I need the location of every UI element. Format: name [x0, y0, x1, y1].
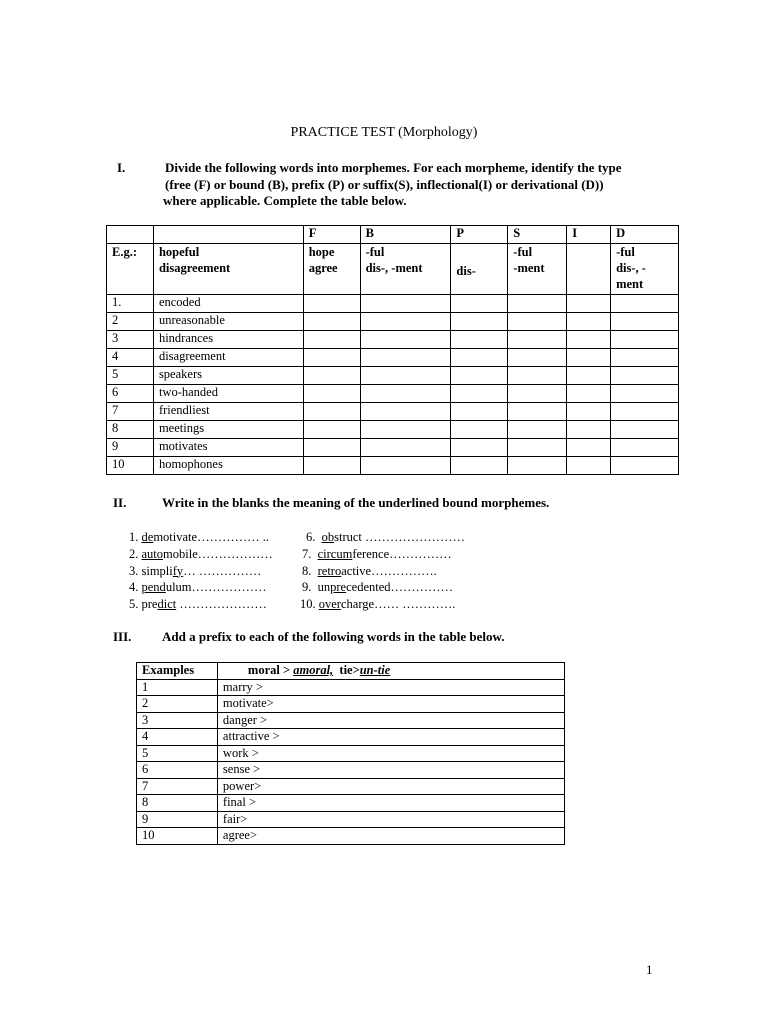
- row-number: 5: [107, 367, 154, 385]
- row-word[interactable]: power>: [217, 778, 564, 795]
- item-number: 4.: [129, 580, 139, 595]
- morpheme-table-header: [107, 226, 679, 244]
- row-number: 9: [107, 439, 154, 457]
- answer-cell[interactable]: [567, 439, 611, 457]
- answer-cell[interactable]: [303, 457, 360, 475]
- answer-blank[interactable]: ………………: [197, 546, 273, 561]
- answer-cell[interactable]: [611, 457, 679, 475]
- row-number: 6: [137, 762, 218, 779]
- row-number: 2: [107, 313, 154, 331]
- example-bound-2: dis-, -ment: [365, 261, 423, 275]
- table-row: [107, 367, 679, 385]
- answer-cell[interactable]: [451, 403, 508, 421]
- answer-cell[interactable]: [303, 439, 360, 457]
- word-part: cedented: [346, 580, 391, 595]
- answer-cell[interactable]: [611, 439, 679, 457]
- row-number: 1.: [107, 295, 154, 313]
- row-number: 2: [137, 696, 218, 713]
- row-word[interactable]: attractive >: [217, 729, 564, 746]
- underlined-morpheme: retro: [317, 563, 342, 578]
- meaning-item: [300, 563, 465, 580]
- row-number: 7: [107, 403, 154, 421]
- row-word: encoded: [153, 295, 303, 313]
- table-row: [137, 729, 565, 746]
- answer-blank[interactable]: …………….: [371, 563, 437, 578]
- example-derivational-3: ment: [616, 277, 644, 291]
- answer-cell[interactable]: [508, 349, 567, 367]
- row-word: disagreement: [153, 349, 303, 367]
- example-bound: [360, 244, 451, 295]
- underlined-morpheme: fy: [172, 563, 184, 578]
- meaning-item: [300, 579, 465, 596]
- answer-cell[interactable]: [303, 331, 360, 349]
- answer-cell[interactable]: [360, 385, 451, 403]
- answer-cell[interactable]: [303, 313, 360, 331]
- answer-cell[interactable]: [508, 403, 567, 421]
- row-word[interactable]: final >: [217, 795, 564, 812]
- example-derivational-1: -ful: [616, 245, 635, 259]
- answer-cell[interactable]: [303, 403, 360, 421]
- example-derivational-2: dis-, -: [616, 261, 646, 275]
- row-number: 3: [137, 712, 218, 729]
- answer-cell[interactable]: [360, 421, 451, 439]
- underlined-morpheme: circum: [317, 546, 353, 561]
- answer-cell[interactable]: [567, 421, 611, 439]
- section-2-instruction: Write in the blanks the meaning of the underlined bound morphemes.: [162, 495, 550, 510]
- answer-blank[interactable]: ……………………: [361, 530, 466, 544]
- header-example-text: [217, 663, 564, 680]
- underlined-morpheme: auto: [141, 546, 164, 561]
- answer-cell[interactable]: [451, 367, 508, 385]
- answer-cell[interactable]: [567, 367, 611, 385]
- answer-cell[interactable]: [360, 349, 451, 367]
- table-row: [137, 811, 565, 828]
- answer-cell[interactable]: [508, 313, 567, 331]
- answer-cell[interactable]: [508, 331, 567, 349]
- underlined-morpheme: pend: [141, 580, 166, 595]
- meaning-item: [129, 546, 273, 563]
- answer-cell[interactable]: [451, 331, 508, 349]
- example-result: amoral,: [293, 663, 334, 677]
- word-part: simpli: [141, 563, 173, 578]
- example-words: [153, 244, 303, 295]
- meaning-item: [129, 579, 273, 596]
- meaning-item: [129, 563, 273, 580]
- answer-blank[interactable]: …… ………….: [374, 597, 456, 612]
- section-3-number: III.: [113, 629, 132, 644]
- answer-cell[interactable]: [508, 457, 567, 475]
- row-number: 7: [137, 778, 218, 795]
- header-cell: [153, 226, 303, 244]
- answer-cell[interactable]: [360, 367, 451, 385]
- example-base: tie>: [339, 663, 360, 677]
- prefix-table: [136, 662, 565, 845]
- row-number: 6: [107, 385, 154, 403]
- answer-cell[interactable]: [451, 349, 508, 367]
- answer-blank[interactable]: … ……………: [183, 563, 262, 578]
- answer-cell[interactable]: [567, 349, 611, 367]
- section-1-instruction-line2: (free (F) or bound (B), prefix (P) or suffix(S), inflectional(I) or derivational (D)): [165, 176, 604, 192]
- meaning-item: [300, 546, 465, 563]
- answer-blank[interactable]: ………………: [191, 580, 267, 595]
- answer-cell[interactable]: [508, 421, 567, 439]
- row-number: 1: [137, 679, 218, 696]
- answer-cell[interactable]: [360, 457, 451, 475]
- answer-cell[interactable]: [567, 295, 611, 313]
- table-row: [137, 778, 565, 795]
- table-row: [137, 696, 565, 713]
- answer-cell[interactable]: [451, 457, 508, 475]
- row-number: 8: [107, 421, 154, 439]
- answer-cell[interactable]: [508, 295, 567, 313]
- meanings-right-column: [300, 529, 465, 613]
- table-row: [107, 313, 679, 331]
- row-number: 4: [137, 729, 218, 746]
- meaning-item: [300, 529, 465, 546]
- header-prefix: P: [451, 226, 508, 244]
- item-number: 1.: [129, 530, 139, 544]
- section-3-instruction: Add a prefix to each of the following words in the table below.: [162, 629, 505, 644]
- row-word[interactable]: sense >: [217, 762, 564, 779]
- item-number: 6.: [306, 530, 316, 544]
- word-part: charge: [340, 597, 375, 612]
- row-number: 8: [137, 795, 218, 812]
- meaning-item: [300, 596, 465, 613]
- answer-cell[interactable]: [508, 367, 567, 385]
- answer-blank[interactable]: ……………: [390, 580, 454, 595]
- word-part: ference: [352, 546, 390, 561]
- row-number: 10: [107, 457, 154, 475]
- row-number: 3: [107, 331, 154, 349]
- answer-cell[interactable]: [611, 313, 679, 331]
- item-number: 7.: [302, 546, 312, 561]
- example-prefix: [451, 244, 508, 295]
- answer-cell[interactable]: [567, 313, 611, 331]
- answer-blank[interactable]: …………………: [176, 597, 267, 612]
- table-row: [107, 385, 679, 403]
- section-2-number: II.: [113, 495, 127, 510]
- answer-cell[interactable]: [303, 295, 360, 313]
- table-row: [107, 421, 679, 439]
- row-word[interactable]: danger >: [217, 712, 564, 729]
- header-suffix: S: [508, 226, 567, 244]
- example-inflectional: [567, 244, 611, 295]
- table-row: [137, 762, 565, 779]
- answer-cell[interactable]: [303, 421, 360, 439]
- word-part: active: [341, 563, 372, 578]
- answer-cell[interactable]: [451, 421, 508, 439]
- morpheme-table: [106, 225, 679, 475]
- example-result: un-tie: [359, 663, 391, 677]
- answer-cell[interactable]: [611, 331, 679, 349]
- underlined-morpheme: de: [141, 530, 154, 544]
- page-number: 1: [646, 962, 653, 977]
- example-free-2: agree: [308, 261, 338, 275]
- table-row: [107, 349, 679, 367]
- answer-cell[interactable]: [303, 367, 360, 385]
- word-part: pre: [141, 597, 158, 612]
- example-free-1: hope: [308, 245, 335, 259]
- page-title: PRACTICE TEST (Morphology): [290, 125, 478, 140]
- underlined-morpheme: pre: [330, 580, 347, 595]
- answer-cell[interactable]: [360, 331, 451, 349]
- row-word: friendliest: [153, 403, 303, 421]
- answer-cell[interactable]: [567, 457, 611, 475]
- item-number: 5.: [129, 597, 139, 612]
- table-row: [137, 712, 565, 729]
- word-part: struct: [334, 530, 362, 544]
- row-number: 9: [137, 811, 218, 828]
- example-suffix-1: -ful: [513, 245, 533, 259]
- section-1-instruction: [165, 160, 622, 210]
- row-word: speakers: [153, 367, 303, 385]
- row-number: 5: [137, 745, 218, 762]
- row-number: 10: [137, 828, 218, 845]
- example-row: [107, 244, 679, 295]
- row-word[interactable]: motivate>: [217, 696, 564, 713]
- answer-cell[interactable]: [567, 331, 611, 349]
- prefix-table-header: [137, 663, 565, 680]
- answer-cell[interactable]: [611, 403, 679, 421]
- example-prefix-1: dis-: [456, 264, 476, 278]
- table-row: [107, 295, 679, 313]
- table-row: [107, 439, 679, 457]
- row-word: unreasonable: [153, 313, 303, 331]
- answer-cell[interactable]: [508, 439, 567, 457]
- answer-blank[interactable]: …………… ..: [197, 530, 269, 544]
- item-number: 8.: [302, 563, 312, 578]
- table-row: [107, 331, 679, 349]
- example-free: [303, 244, 360, 295]
- answer-cell[interactable]: [611, 367, 679, 385]
- row-word[interactable]: marry >: [217, 679, 564, 696]
- answer-cell[interactable]: [451, 295, 508, 313]
- answer-blank[interactable]: ……………: [389, 546, 452, 561]
- meaning-item: [129, 596, 273, 613]
- word-part: mobile: [163, 546, 198, 561]
- answer-cell[interactable]: [611, 421, 679, 439]
- table-row: [107, 457, 679, 475]
- row-word: meetings: [153, 421, 303, 439]
- meanings-left-column: [129, 529, 273, 613]
- underlined-morpheme: ob: [321, 530, 335, 544]
- answer-cell[interactable]: [360, 313, 451, 331]
- item-number: 2.: [129, 546, 139, 561]
- answer-cell[interactable]: [451, 385, 508, 403]
- answer-cell[interactable]: [567, 403, 611, 421]
- example-label: E.g.:: [107, 244, 154, 295]
- row-word[interactable]: work >: [217, 745, 564, 762]
- item-number: 9.: [302, 580, 312, 595]
- header-inflectional: I: [567, 226, 611, 244]
- meaning-item: [129, 529, 273, 546]
- row-number: 4: [107, 349, 154, 367]
- example-derivational: [611, 244, 679, 295]
- example-suffix: [508, 244, 567, 295]
- row-word: two-handed: [153, 385, 303, 403]
- underlined-morpheme: over: [318, 597, 341, 612]
- answer-cell[interactable]: [451, 313, 508, 331]
- answer-cell[interactable]: [360, 403, 451, 421]
- header-examples: Examples: [137, 663, 218, 680]
- example-suffix-2: -ment: [513, 261, 545, 275]
- row-word: hindrances: [153, 331, 303, 349]
- answer-cell[interactable]: [567, 385, 611, 403]
- answer-cell[interactable]: [611, 349, 679, 367]
- item-number: 3.: [129, 563, 139, 578]
- header-derivational: D: [611, 226, 679, 244]
- header-free: F: [303, 226, 360, 244]
- row-word: homophones: [153, 457, 303, 475]
- example-base: moral >: [247, 663, 291, 677]
- example-word: hopeful: [158, 245, 200, 259]
- section-1-instruction-line3: where applicable. Complete the table below.: [163, 193, 407, 208]
- answer-cell[interactable]: [508, 385, 567, 403]
- answer-cell[interactable]: [303, 385, 360, 403]
- word-part: un: [317, 580, 331, 595]
- row-word[interactable]: fair>: [217, 811, 564, 828]
- row-word: motivates: [153, 439, 303, 457]
- header-cell: [107, 226, 154, 244]
- table-row: [137, 679, 565, 696]
- item-number: 10.: [300, 597, 316, 612]
- answer-cell[interactable]: [360, 439, 451, 457]
- table-row: [137, 745, 565, 762]
- answer-cell[interactable]: [451, 439, 508, 457]
- section-1-number: I.: [117, 160, 126, 175]
- answer-cell[interactable]: [611, 295, 679, 313]
- table-row: [107, 403, 679, 421]
- answer-cell[interactable]: [360, 295, 451, 313]
- section-1-instruction-line1: Divide the following words into morphemes. For each morpheme, identify the type: [165, 160, 622, 175]
- header-bound: B: [360, 226, 451, 244]
- example-word: disagreement: [158, 261, 231, 275]
- word-part: ulum: [165, 580, 192, 595]
- example-bound-1: -ful: [365, 245, 385, 259]
- table-row: [137, 795, 565, 812]
- answer-cell[interactable]: [611, 385, 679, 403]
- underlined-morpheme: dict: [157, 597, 177, 612]
- row-word[interactable]: agree>: [217, 828, 564, 845]
- table-row: [137, 828, 565, 845]
- answer-cell[interactable]: [303, 349, 360, 367]
- word-part: motivate: [153, 530, 198, 544]
